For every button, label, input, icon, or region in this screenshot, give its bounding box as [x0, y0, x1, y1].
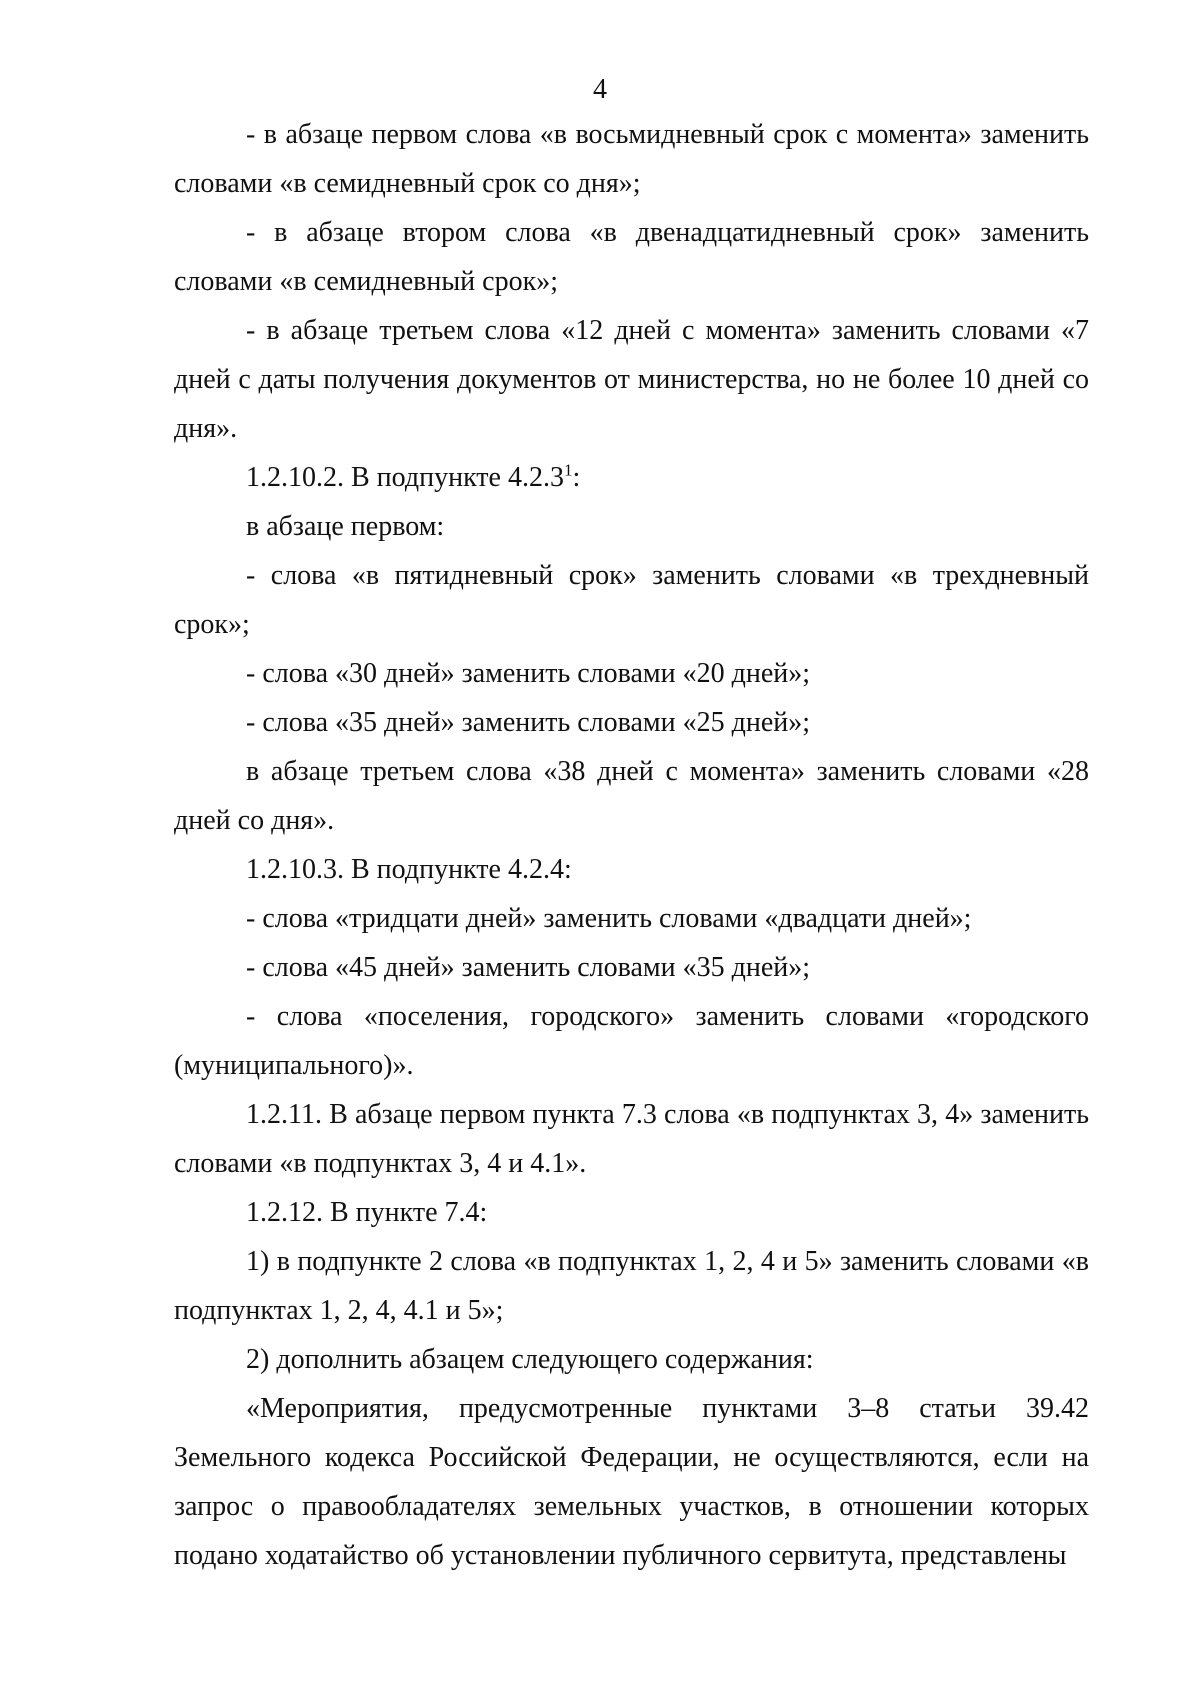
paragraph: - в абзаце первом слова «в восьмидневный срок с момента» заменить словами «в семидневный срок со дня»;: [174, 119, 1089, 199]
subpoint-heading: 1.2.10.2. В подпункте 4.2.3: [246, 462, 564, 493]
paragraph: 1) в подпункте 2 слова «в подпунктах 1, 2, 4 и 5» заменить словами «в подпунктах 1, 2, 4, 4.1 и 5»;: [174, 1246, 1089, 1326]
paragraph: 1.2.10.3. В подпункте 4.2.4:: [246, 854, 572, 885]
paragraph: - слова «в пятидневный срок» заменить словами «в трехдневный срок»;: [174, 560, 1089, 640]
paragraph: «Мероприятия, предусмотренные пунктами 3–8 статьи 39.42 Земельного кодекса Российской Федерации, не осуществляются, если на запрос о правообладателях земельных участков, в отношении которых подано ходатайство об установлении публичного сервитута, представлены: [174, 1393, 1089, 1571]
paragraph: в абзаце первом:: [246, 511, 445, 542]
paragraph-subpoint-4-2-3: [174, 453, 1089, 502]
paragraph: - слова «35 дней» заменить словами «25 дней»;: [246, 707, 811, 738]
subpoint-suffix: :: [572, 462, 581, 493]
paragraph: 1.2.11. В абзаце первом пункта 7.3 слова «в подпунктах 3, 4» заменить словами «в подпунктах 3, 4 и 4.1».: [174, 1099, 1089, 1179]
paragraph: - в абзаце втором слова «в двенадцатидневный срок» заменить словами «в семидневный срок»;: [174, 217, 1089, 297]
paragraph: - слова «поселения, городского» заменить словами «городского (муниципального)».: [174, 1001, 1089, 1081]
paragraph: 2) дополнить абзацем следующего содержания:: [246, 1344, 814, 1375]
paragraph: - слова «тридцати дней» заменить словами «двадцати дней»;: [246, 903, 972, 934]
document-body: [174, 110, 1089, 1580]
paragraph: - в абзаце третьем слова «12 дней с момента» заменить словами «7 дней с даты получения документов от министерства, но не более 10 дней со дня».: [174, 315, 1089, 444]
superscript-marker: 1: [563, 460, 573, 480]
paragraph: 1.2.12. В пункте 7.4:: [246, 1197, 488, 1228]
paragraph: - слова «45 дней» заменить словами «35 дней»;: [246, 952, 811, 983]
paragraph: в абзаце третьем слова «38 дней с момента» заменить словами «28 дней со дня».: [174, 756, 1089, 836]
paragraph: - слова «30 дней» заменить словами «20 дней»;: [246, 658, 811, 689]
page-number: 4: [593, 74, 607, 105]
